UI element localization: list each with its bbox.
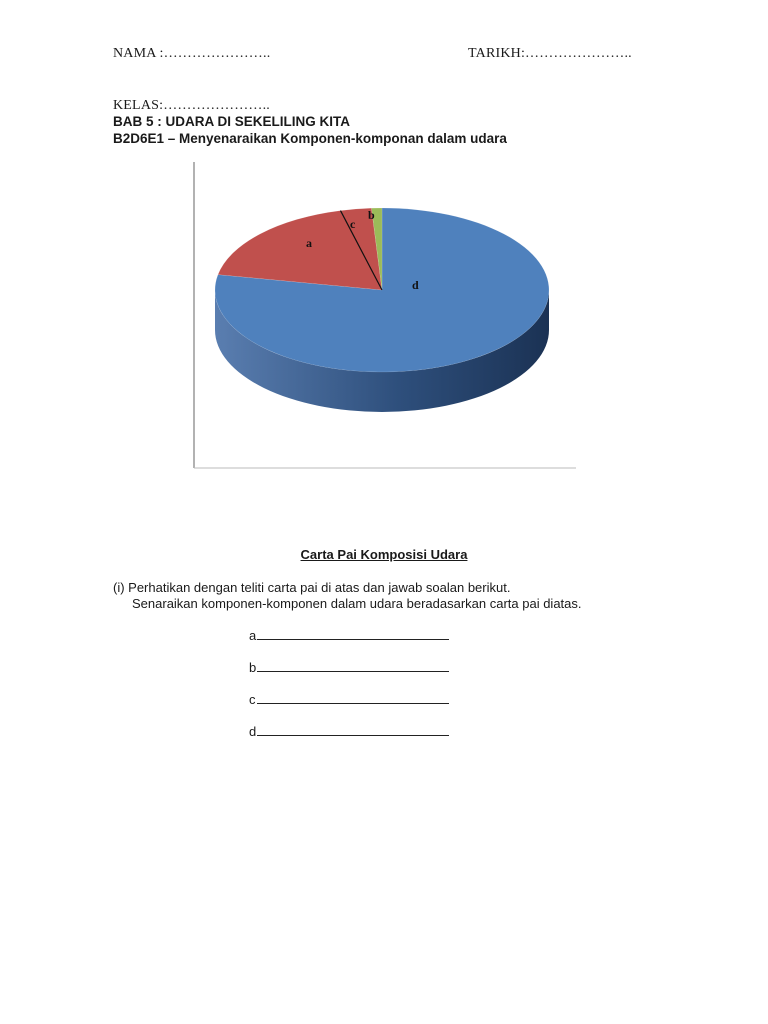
chapter-title: BAB 5 : UDARA DI SEKELILING KITA [113,114,351,129]
name-field: NAMA :………………….. [113,46,271,61]
answer-label: a [249,628,257,643]
answer-label: b [249,660,257,675]
slice-label-d: d [412,278,419,292]
answer-b[interactable] [249,659,449,675]
class-field: KELAS:………………….. [113,98,270,113]
slice-label-c: c [350,217,356,231]
date-field: TARIKH:………………….. [468,46,632,61]
answer-label: c [249,692,256,707]
answer-line[interactable] [257,691,449,704]
answer-a[interactable] [249,627,449,643]
answer-c[interactable] [249,691,449,707]
pie-chart [186,160,578,472]
answer-line[interactable] [257,659,449,672]
chapter-subtitle: B2D6E1 – Menyenaraikan Komponen-komponan dalam udara [113,131,507,146]
answer-label: d [249,724,257,739]
answer-line[interactable] [257,627,449,640]
chart-caption: Carta Pai Komposisi Udara [300,547,468,562]
question-line-1: (i) Perhatikan dengan teliti carta pai di atas dan jawab soalan berikut. [113,580,511,595]
slice-label-b: b [368,208,375,222]
question-line-2: Senaraikan komponen-komponen dalam udara beradasarkan carta pai diatas. [132,596,582,611]
answer-line[interactable] [257,723,449,736]
answer-d[interactable] [249,723,449,739]
slice-label-a: a [306,236,312,250]
